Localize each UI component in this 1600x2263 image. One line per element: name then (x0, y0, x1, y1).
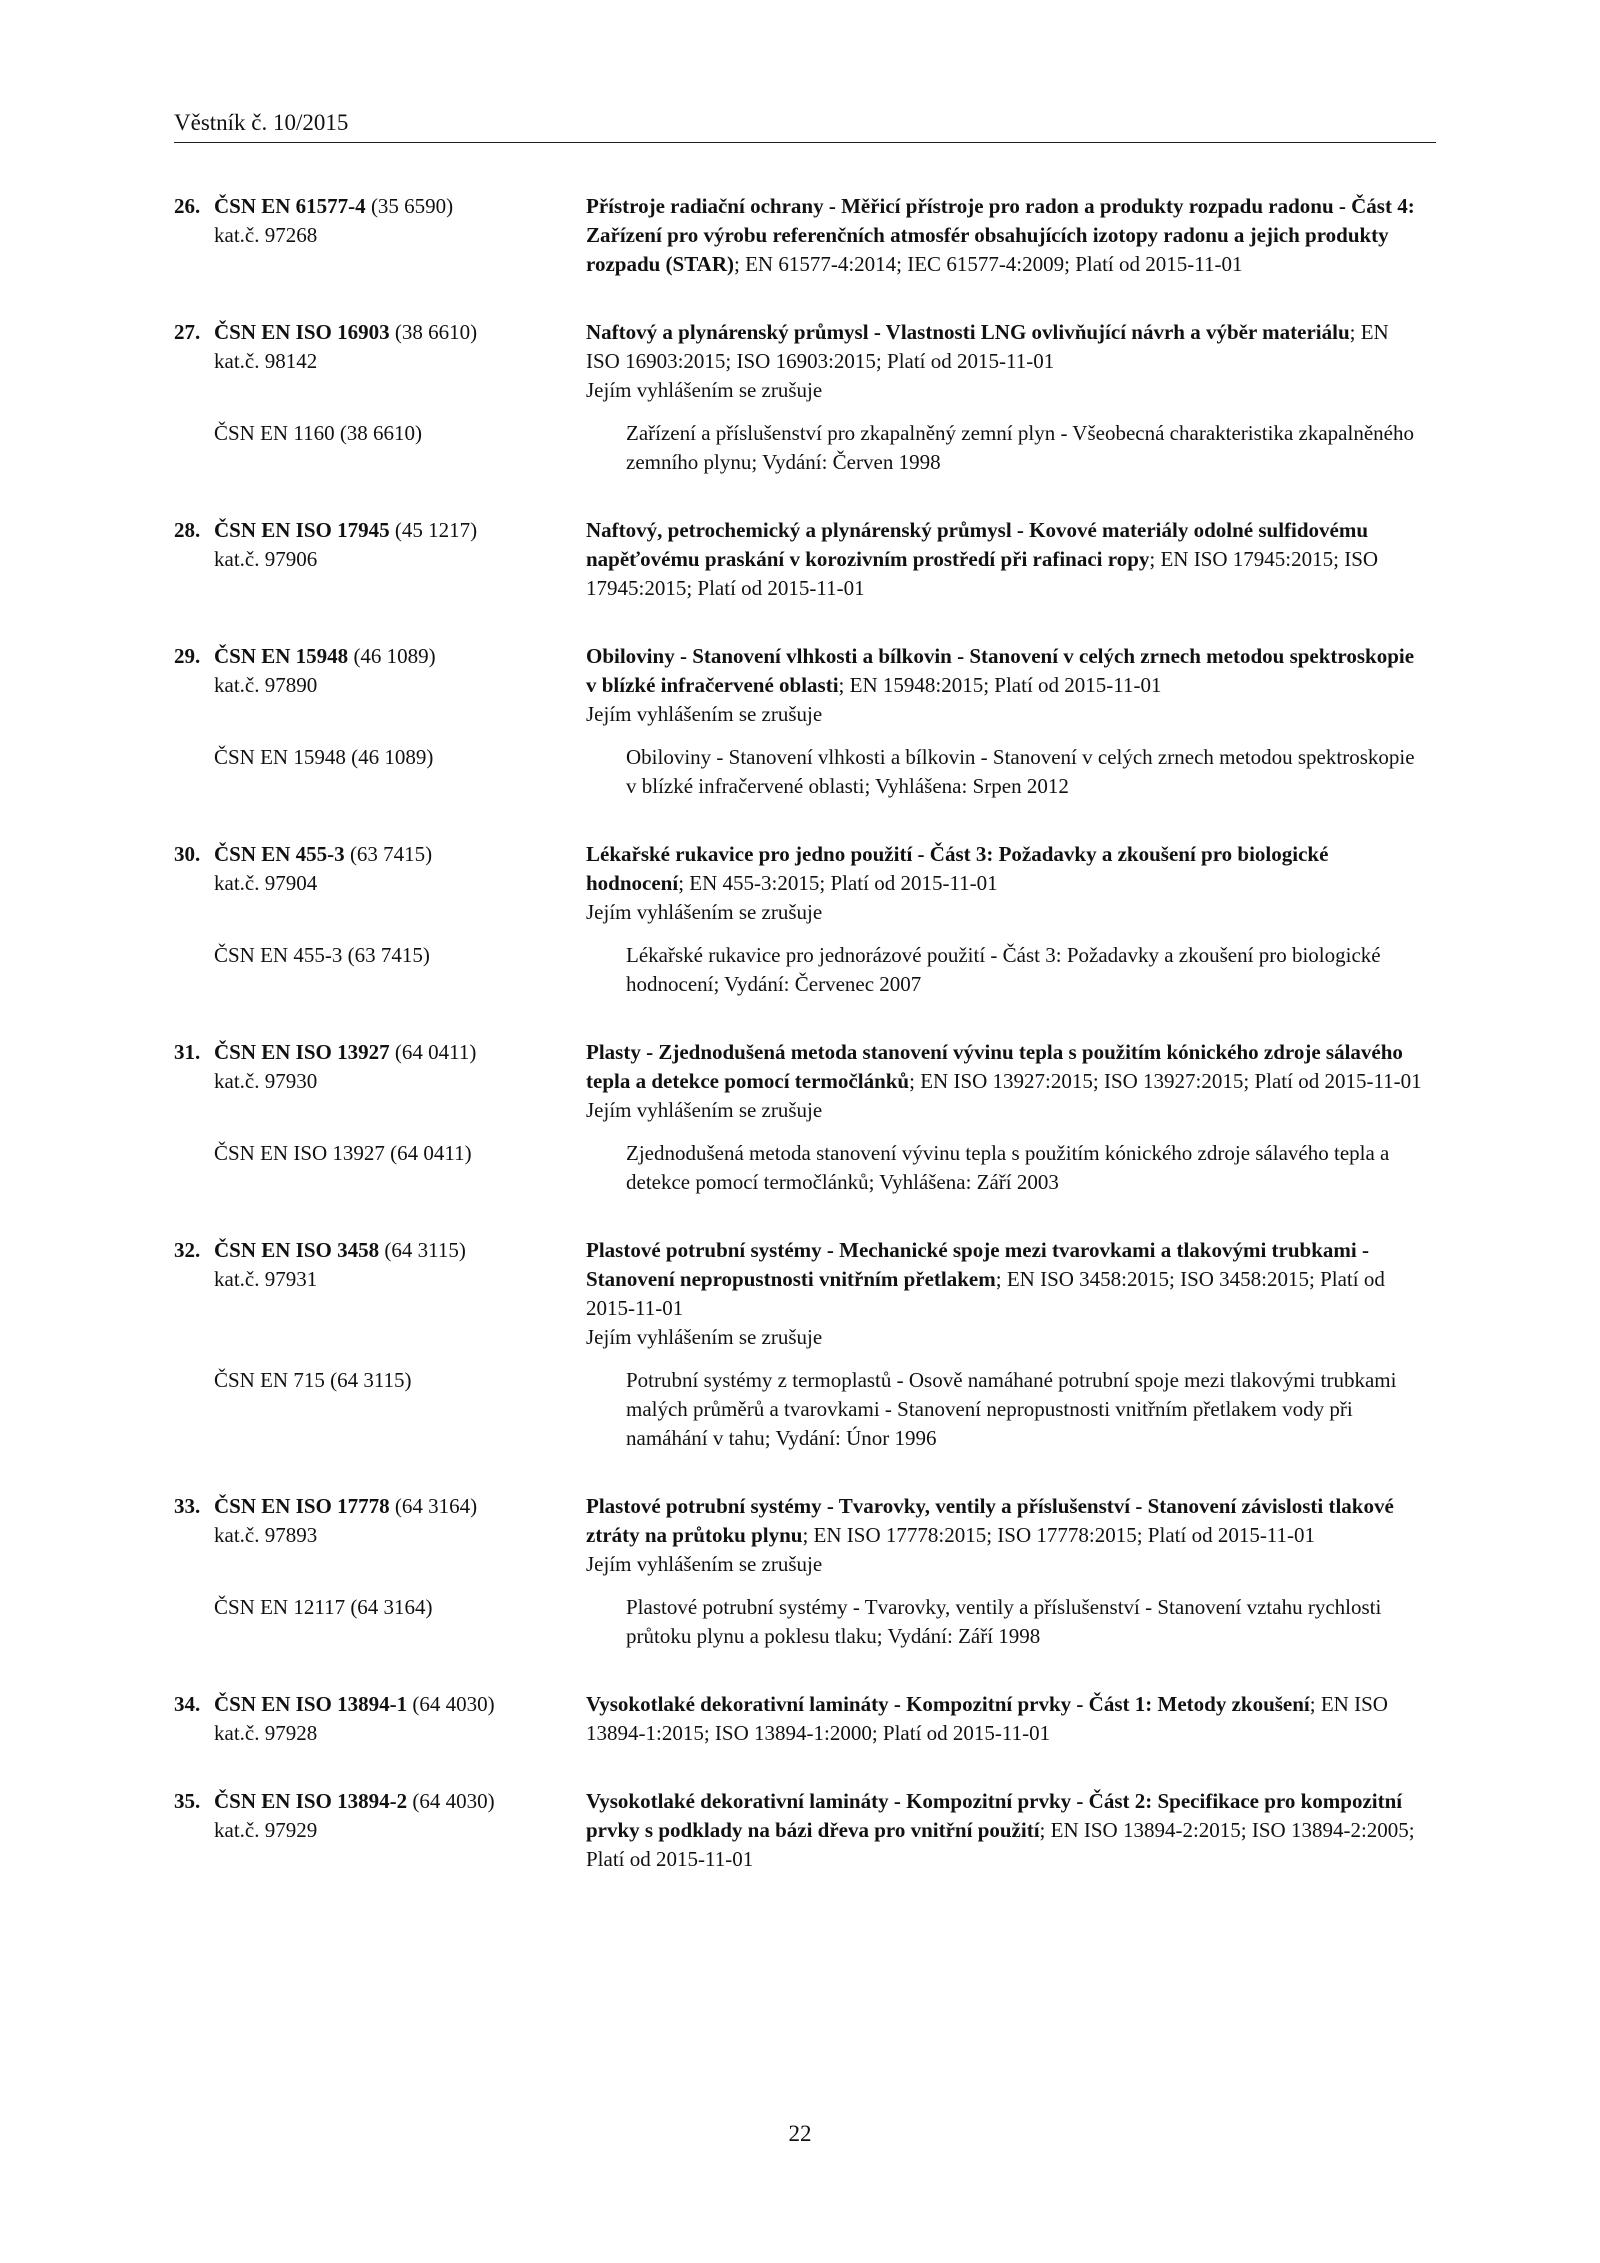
standard-description (586, 1038, 1436, 1125)
catalog-number: kat.č. 97890 (214, 673, 318, 697)
cancellation-note: Jejím vyhlášením se zrušuje (586, 1098, 823, 1122)
entry-number: 26. (174, 194, 201, 218)
entry-number: 28. (174, 518, 201, 542)
page-number: 22 (788, 2121, 812, 2146)
replaced-standard-code: ČSN EN 12117 (64 3164) (214, 1595, 433, 1619)
cancellation-note: Jejím vyhlášením se zrušuje (586, 1325, 823, 1349)
standard-entry (174, 642, 1436, 801)
standard-code: ČSN EN ISO 13894-2 (214, 1789, 408, 1813)
entry-number: 35. (174, 1789, 201, 1813)
replaced-standard-description: Potrubní systémy z termoplastů - Osově namáhané potrubní spoje mezi tlakovými trubkami malých průměrů a tvarovkami - Stanovení nepropustnosti vnitřním přetlakem vody při namáhání v tahu; Vydání: Únor 1996 (626, 1368, 1397, 1450)
replaced-standard-code: ČSN EN 1160 (38 6610) (214, 421, 423, 445)
standard-identifier (174, 1236, 586, 1352)
standard-details: ; EN ISO 13894-2:2015; ISO 13894-2:2005; Platí od 2015-11-01 (586, 1818, 1415, 1871)
classification-code: (64 3164) (394, 1494, 478, 1518)
entry-number: 34. (174, 1692, 201, 1716)
standard-entry (174, 840, 1436, 999)
cancellation-note: Jejím vyhlášením se zrušuje (586, 900, 823, 924)
standard-details: ; EN 61577-4:2014; IEC 61577-4:2009; Platí od 2015-11-01 (734, 252, 1243, 276)
standard-details: ; EN ISO 13927:2015; ISO 13927:2015; Platí od 2015-11-01 (909, 1069, 1422, 1093)
classification-code: (35 6590) (370, 194, 454, 218)
entry-number: 30. (174, 842, 201, 866)
standard-identifier (174, 318, 586, 405)
standard-title: Vysokotlaké dekorativní lamináty - Kompozitní prvky - Část 1: Metody zkoušení (586, 1692, 1310, 1716)
standard-description (586, 1787, 1436, 1874)
standard-description (586, 516, 1436, 603)
standard-title: Lékařské rukavice pro jedno použití - Část 3: Požadavky a zkoušení pro biologické hodnocení (586, 842, 1329, 895)
replaced-standard-code: ČSN EN 15948 (46 1089) (214, 745, 434, 769)
standard-code: ČSN EN ISO 17945 (214, 518, 390, 542)
standard-details: ; EN ISO 16903:2015; ISO 16903:2015; Platí od 2015-11-01 (586, 320, 1389, 373)
standard-details: ; EN ISO 13894-1:2015; ISO 13894-1:2000; Platí od 2015-11-01 (586, 1692, 1388, 1745)
replaced-standard-code: ČSN EN ISO 13927 (64 0411) (214, 1141, 472, 1165)
standard-title: Přístroje radiační ochrany - Měřicí přístroje pro radon a produkty rozpadu radonu - Část 4: Zařízení pro výrobu referenčních atmosfér obsahujících izotopy radonu a jejich produkty rozpadu (STAR) (586, 194, 1415, 276)
entry-number: 32. (174, 1238, 201, 1262)
replaced-standard-description: Obiloviny - Stanovení vlhkosti a bílkovin - Stanovení v celých zrnech metodou spektroskopie v blízké infračervené oblasti; Vyhlášena: Srpen 2012 (626, 745, 1415, 798)
catalog-number: kat.č. 97930 (214, 1069, 318, 1093)
classification-code: (46 1089) (353, 644, 436, 668)
standard-identifier (174, 192, 586, 279)
entry-number: 31. (174, 1040, 201, 1064)
standard-code: ČSN EN 61577-4 (214, 194, 366, 218)
standard-entry (174, 192, 1436, 279)
classification-code: (63 7415) (349, 842, 433, 866)
entry-number: 29. (174, 644, 201, 668)
standard-code: ČSN EN ISO 13927 (214, 1040, 390, 1064)
standard-identifier (174, 1690, 586, 1748)
standard-entry (174, 318, 1436, 477)
standard-entry (174, 1492, 1436, 1651)
classification-code: (64 3115) (384, 1238, 466, 1262)
entry-number: 27. (174, 320, 201, 344)
cancellation-note: Jejím vyhlášením se zrušuje (586, 702, 823, 726)
standard-title: Naftový, petrochemický a plynárenský průmysl - Kovové materiály odolné sulfidovému napěťovému praskání v korozivním prostředí při rafinaci ropy (586, 518, 1369, 571)
standard-entry (174, 516, 1436, 603)
catalog-number: kat.č. 98142 (214, 349, 318, 373)
catalog-number: kat.č. 97928 (214, 1721, 318, 1745)
catalog-number: kat.č. 97904 (214, 871, 318, 895)
catalog-number: kat.č. 97906 (214, 547, 318, 571)
standard-description (586, 1492, 1436, 1579)
standard-identifier (174, 840, 586, 927)
bulletin-title: Věstník č. 10/2015 (174, 110, 349, 135)
catalog-number: kat.č. 97929 (214, 1818, 318, 1842)
standard-description (586, 1236, 1436, 1352)
entry-number: 33. (174, 1494, 201, 1518)
standard-title: Plastové potrubní systémy - Tvarovky, ventily a příslušenství - Stanovení závislosti tlakové ztráty na průtoku plynu (586, 1494, 1394, 1547)
standard-identifier (174, 1492, 586, 1579)
replaced-standard-description: Plastové potrubní systémy - Tvarovky, ventily a příslušenství - Stanovení vztahu rychlosti průtoku plynu a poklesu tlaku; Vydání: Září 1998 (626, 1595, 1382, 1648)
standard-entry (174, 1690, 1436, 1748)
standard-details: ; EN ISO 3458:2015; ISO 3458:2015; Platí od 2015-11-01 (586, 1267, 1385, 1320)
standard-description (586, 318, 1436, 405)
standard-code: ČSN EN ISO 13894-1 (214, 1692, 408, 1716)
classification-code: (64 4030) (412, 1692, 495, 1716)
standard-code: ČSN EN 15948 (214, 644, 349, 668)
replaced-standard-code: ČSN EN 715 (64 3115) (214, 1368, 412, 1392)
catalog-number: kat.č. 97931 (214, 1267, 318, 1291)
standard-title: Naftový a plynárenský průmysl - Vlastnosti LNG ovlivňující návrh a výběr materiálu (586, 320, 1350, 344)
standard-details: ; EN 15948:2015; Platí od 2015-11-01 (838, 673, 1162, 697)
standard-entry (174, 1236, 1436, 1453)
classification-code: (64 4030) (412, 1789, 495, 1813)
standard-identifier (174, 1787, 586, 1874)
standard-title: Obiloviny - Stanovení vlhkosti a bílkovin - Stanovení v celých zrnech metodou spektroskopie v blízké infračervené oblasti (586, 644, 1415, 697)
standard-code: ČSN EN ISO 3458 (214, 1238, 380, 1262)
standard-description (586, 192, 1436, 279)
standard-details: ; EN ISO 17778:2015; ISO 17778:2015; Platí od 2015-11-01 (802, 1523, 1316, 1547)
standard-entry (174, 1038, 1436, 1197)
standard-identifier (174, 516, 586, 603)
standard-description (586, 840, 1436, 927)
classification-code: (38 6610) (394, 320, 478, 344)
standard-description (586, 642, 1436, 729)
standard-code: ČSN EN ISO 16903 (214, 320, 390, 344)
replaced-standard-description: Lékařské rukavice pro jednorázové použití - Část 3: Požadavky a zkoušení pro biologické hodnocení; Vydání: Červenec 2007 (626, 943, 1381, 996)
standard-description (586, 1690, 1436, 1748)
classification-code: (64 0411) (394, 1040, 477, 1064)
standard-entry (174, 1787, 1436, 1874)
cancellation-note: Jejím vyhlášením se zrušuje (586, 378, 823, 402)
standard-title: Vysokotlaké dekorativní lamináty - Kompozitní prvky - Část 2: Specifikace pro kompozitní prvky s podklady na bázi dřeva pro vnitřní použití (586, 1789, 1403, 1842)
standard-title: Plasty - Zjednodušená metoda stanovení vývinu tepla s použitím kónického zdroje sálavého tepla a detekce pomocí termočlánků (586, 1040, 1403, 1093)
standard-identifier (174, 642, 586, 729)
catalog-number: kat.č. 97268 (214, 223, 318, 247)
cancellation-note: Jejím vyhlášením se zrušuje (586, 1552, 823, 1576)
standard-identifier (174, 1038, 586, 1125)
standards-list (174, 192, 1436, 1913)
standard-details: ; EN ISO 17945:2015; ISO 17945:2015; Platí od 2015-11-01 (586, 547, 1379, 600)
standard-title: Plastové potrubní systémy - Mechanické spoje mezi tvarovkami a tlakovými trubkami - Stanovení nepropustnosti vnitřním přetlakem (586, 1238, 1369, 1291)
standard-code: ČSN EN 455-3 (214, 842, 345, 866)
replaced-standard-description: Zařízení a příslušenství pro zkapalněný zemní plyn - Všeobecná charakteristika zkapalněného zemního plynu; Vydání: Červen 1998 (626, 421, 1414, 474)
classification-code: (45 1217) (394, 518, 478, 542)
page-header (174, 108, 1436, 143)
replaced-standard-code: ČSN EN 455-3 (63 7415) (214, 943, 430, 967)
standard-code: ČSN EN ISO 17778 (214, 1494, 390, 1518)
catalog-number: kat.č. 97893 (214, 1523, 318, 1547)
standard-details: ; EN 455-3:2015; Platí od 2015-11-01 (678, 871, 998, 895)
replaced-standard-description: Zjednodušená metoda stanovení vývinu tepla s použitím kónického zdroje sálavého tepla a detekce pomocí termočlánků; Vyhlášena: Září 2003 (626, 1141, 1390, 1194)
